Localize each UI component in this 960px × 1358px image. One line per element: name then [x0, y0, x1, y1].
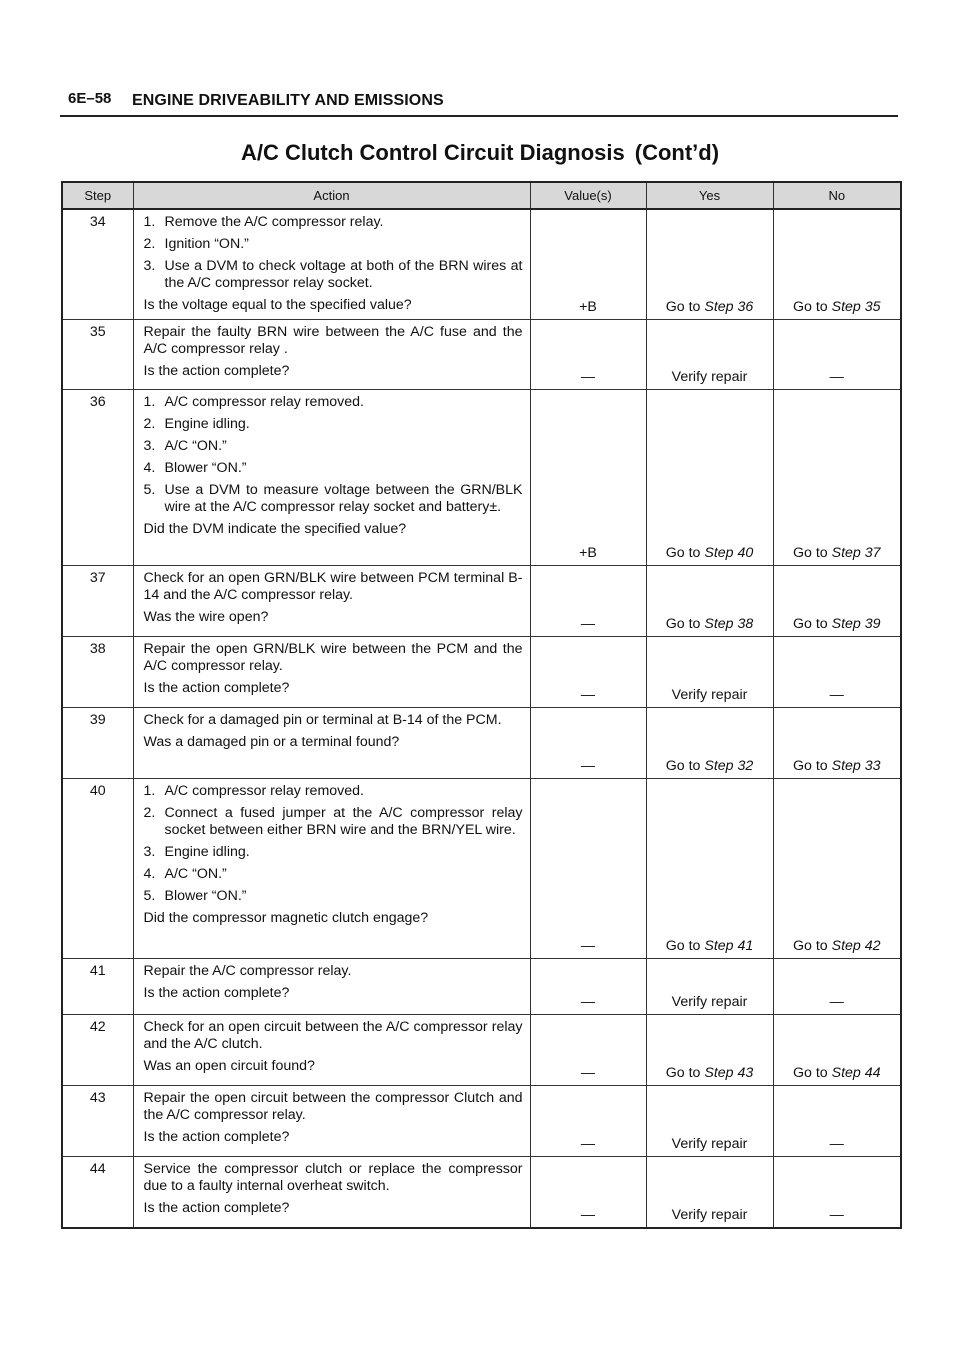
step-number: 35 [62, 320, 133, 390]
no-step-reference: Step 35 [831, 299, 881, 315]
action-cell [133, 1015, 530, 1086]
no-result-text: Go to [792, 758, 832, 774]
column-header-action: Action [133, 182, 530, 209]
no-step-reference: Step 44 [831, 1065, 881, 1081]
yes-cell [646, 566, 773, 637]
yes-cell [646, 320, 773, 390]
step-number: 41 [62, 959, 133, 1015]
yes-step-reference: Step 41 [704, 938, 754, 954]
action-text: Check for an open GRN/BLK wire between PCM terminal B-14 and the A/C compressor relay. [143, 570, 523, 603]
table-header-row [62, 182, 901, 209]
action-cell [133, 209, 530, 320]
action-list-item [144, 236, 523, 253]
action-item-number: 3. [143, 844, 156, 860]
action-cell [133, 708, 530, 779]
value-cell: — [530, 959, 646, 1015]
no-cell [773, 708, 901, 779]
yes-result-text: Go to [665, 1065, 705, 1081]
action-text: Repair the faulty BRN wire between the A/C fuse and the A/C compressor relay . [143, 324, 523, 357]
action-item-text: A/C “ON.” [164, 438, 227, 454]
action-list-item [144, 888, 523, 905]
action-item-number: 1. [143, 214, 156, 230]
action-cell [133, 637, 530, 708]
action-text: Repair the open GRN/BLK wire between the PCM and the A/C compressor relay. [143, 641, 523, 674]
table-row [62, 708, 901, 779]
no-cell [773, 1086, 901, 1157]
action-item-text: Engine idling. [164, 844, 250, 860]
table-row [62, 779, 901, 959]
no-result-text: Go to [792, 299, 832, 315]
table-row [62, 1157, 901, 1228]
header-rule [60, 115, 898, 117]
action-item-text: A/C “ON.” [164, 866, 227, 882]
yes-result-text: Go to [665, 616, 705, 632]
table-row [62, 320, 901, 390]
action-question: Is the action complete? [143, 1129, 290, 1145]
step-number: 39 [62, 708, 133, 779]
step-number: 36 [62, 390, 133, 566]
yes-cell [646, 637, 773, 708]
action-list-item [144, 258, 523, 292]
table-row [62, 1086, 901, 1157]
no-result-text: Go to [792, 545, 832, 561]
table-row [62, 959, 901, 1015]
value-cell: — [530, 708, 646, 779]
yes-step-reference: Step 40 [704, 545, 754, 561]
yes-cell [646, 209, 773, 320]
table-row [62, 1015, 901, 1086]
action-cell [133, 959, 530, 1015]
document-title [0, 140, 960, 166]
value-cell: — [530, 320, 646, 390]
yes-step-reference: Step 43 [704, 1065, 754, 1081]
action-text: Check for a damaged pin or terminal at B-14 of the PCM. [143, 712, 502, 728]
table-row [62, 209, 901, 320]
no-cell [773, 320, 901, 390]
action-item-number: 3. [143, 438, 156, 454]
no-step-reference: Step 37 [831, 545, 881, 561]
action-list-item [144, 438, 523, 455]
yes-step-reference: Step 32 [704, 758, 754, 774]
action-item-number: 1. [143, 783, 156, 799]
step-number: 40 [62, 779, 133, 959]
no-cell [773, 959, 901, 1015]
column-header-step: Step [62, 182, 133, 209]
no-result-text: Go to [792, 1065, 832, 1081]
action-cell [133, 1086, 530, 1157]
no-result-text: — [829, 1136, 844, 1152]
no-step-reference: Step 33 [831, 758, 881, 774]
action-question: Is the action complete? [143, 680, 290, 696]
no-step-reference: Step 39 [831, 616, 881, 632]
action-text: Repair the open circuit between the compressor Clutch and the A/C compressor relay. [143, 1090, 523, 1123]
column-header-no: No [773, 182, 901, 209]
yes-step-reference: Step 38 [704, 616, 754, 632]
action-item-text: Use a DVM to measure voltage between the GRN/BLK wire at the A/C compressor relay socket and battery±. [164, 482, 523, 515]
action-item-number: 2. [143, 805, 156, 821]
action-item-number: 4. [143, 460, 156, 476]
action-text: Repair the A/C compressor relay. [143, 963, 352, 979]
action-question: Is the action complete? [143, 1200, 290, 1216]
action-question: Is the action complete? [143, 985, 290, 1001]
action-cell [133, 779, 530, 959]
action-question: Was the wire open? [143, 609, 269, 625]
action-item-text: Remove the A/C compressor relay. [164, 214, 384, 230]
action-item-number: 3. [143, 258, 156, 274]
action-list-item [144, 214, 523, 231]
action-cell [133, 566, 530, 637]
action-question: Did the compressor magnetic clutch engage? [143, 910, 429, 926]
no-result-text: — [829, 994, 844, 1010]
no-cell [773, 1157, 901, 1228]
column-header-value: Value(s) [530, 182, 646, 209]
no-cell [773, 637, 901, 708]
diagnosis-table [61, 181, 902, 1229]
action-item-number: 5. [143, 482, 156, 498]
value-cell: — [530, 566, 646, 637]
yes-result-text: Verify repair [671, 1136, 748, 1152]
yes-cell [646, 779, 773, 959]
no-cell [773, 209, 901, 320]
action-list-item [144, 844, 523, 861]
action-cell [133, 390, 530, 566]
page-number: 6E–58 [68, 90, 112, 107]
no-result-text: — [829, 687, 844, 703]
action-item-text: A/C compressor relay removed. [164, 783, 364, 799]
no-result-text: Go to [792, 616, 832, 632]
action-text: Check for an open circuit between the A/C compressor relay and the A/C clutch. [143, 1019, 523, 1052]
step-number: 34 [62, 209, 133, 320]
yes-result-text: Go to [665, 299, 705, 315]
value-cell: +B [530, 390, 646, 566]
action-item-text: Blower “ON.” [164, 460, 247, 476]
yes-cell [646, 1086, 773, 1157]
yes-result-text: Verify repair [671, 994, 748, 1010]
action-question: Did the DVM indicate the specified value? [143, 521, 407, 537]
value-cell: — [530, 1015, 646, 1086]
action-question: Is the action complete? [143, 363, 290, 379]
value-cell: — [530, 1086, 646, 1157]
yes-result-text: Go to [665, 758, 705, 774]
action-list-item [144, 805, 523, 839]
no-result-text: — [829, 369, 844, 385]
value-cell: — [530, 1157, 646, 1228]
yes-step-reference: Step 36 [704, 299, 754, 315]
no-step-reference: Step 42 [831, 938, 881, 954]
action-question: Was a damaged pin or a terminal found? [143, 734, 400, 750]
table-row [62, 566, 901, 637]
action-cell [133, 1157, 530, 1228]
yes-result-text: Go to [665, 938, 705, 954]
step-number: 43 [62, 1086, 133, 1157]
action-question: Was an open circuit found? [143, 1058, 315, 1074]
title-main: A/C Clutch Control Circuit Diagnosis [240, 140, 625, 165]
no-cell [773, 566, 901, 637]
no-cell [773, 779, 901, 959]
yes-cell [646, 708, 773, 779]
action-text: Service the compressor clutch or replace the compressor due to a faulty internal overheat switch. [143, 1161, 523, 1194]
yes-cell [646, 959, 773, 1015]
yes-cell [646, 1015, 773, 1086]
step-number: 37 [62, 566, 133, 637]
action-item-text: Connect a fused jumper at the A/C compressor relay socket between either BRN wire and the BRN/YEL wire. [164, 805, 523, 838]
action-item-text: Blower “ON.” [164, 888, 247, 904]
action-item-text: Ignition “ON.” [164, 236, 249, 252]
value-cell: — [530, 637, 646, 708]
action-question: Is the voltage equal to the specified value? [143, 297, 412, 313]
action-list-item [144, 866, 523, 883]
action-list-item [144, 460, 523, 477]
action-item-number: 2. [143, 416, 156, 432]
action-item-number: 5. [143, 888, 156, 904]
action-item-text: Engine idling. [164, 416, 250, 432]
action-item-number: 2. [143, 236, 156, 252]
yes-result-text: Verify repair [671, 687, 748, 703]
title-continued: (Cont’d) [634, 140, 720, 165]
step-number: 44 [62, 1157, 133, 1228]
yes-cell [646, 390, 773, 566]
table-row [62, 390, 901, 566]
step-number: 38 [62, 637, 133, 708]
action-item-text: A/C compressor relay removed. [164, 394, 364, 410]
no-result-text: — [829, 1206, 844, 1223]
action-list-item [144, 394, 523, 411]
action-list-item [144, 416, 523, 433]
table-row [62, 637, 901, 708]
no-cell [773, 390, 901, 566]
step-number: 42 [62, 1015, 133, 1086]
action-item-number: 4. [143, 866, 156, 882]
yes-result-text: Verify repair [671, 369, 748, 385]
action-item-text: Use a DVM to check voltage at both of the BRN wires at the A/C compressor relay socket. [164, 258, 523, 291]
no-result-text: Go to [792, 938, 832, 954]
action-list-item [144, 783, 523, 800]
yes-result-text: Verify repair [671, 1206, 748, 1223]
action-list-item [144, 482, 523, 516]
value-cell: — [530, 779, 646, 959]
yes-result-text: Go to [665, 545, 705, 561]
value-cell: +B [530, 209, 646, 320]
column-header-yes: Yes [646, 182, 773, 209]
section-title: ENGINE DRIVEABILITY AND EMISSIONS [132, 92, 444, 109]
action-cell [133, 320, 530, 390]
action-item-number: 1. [143, 394, 156, 410]
no-cell [773, 1015, 901, 1086]
yes-cell [646, 1157, 773, 1228]
